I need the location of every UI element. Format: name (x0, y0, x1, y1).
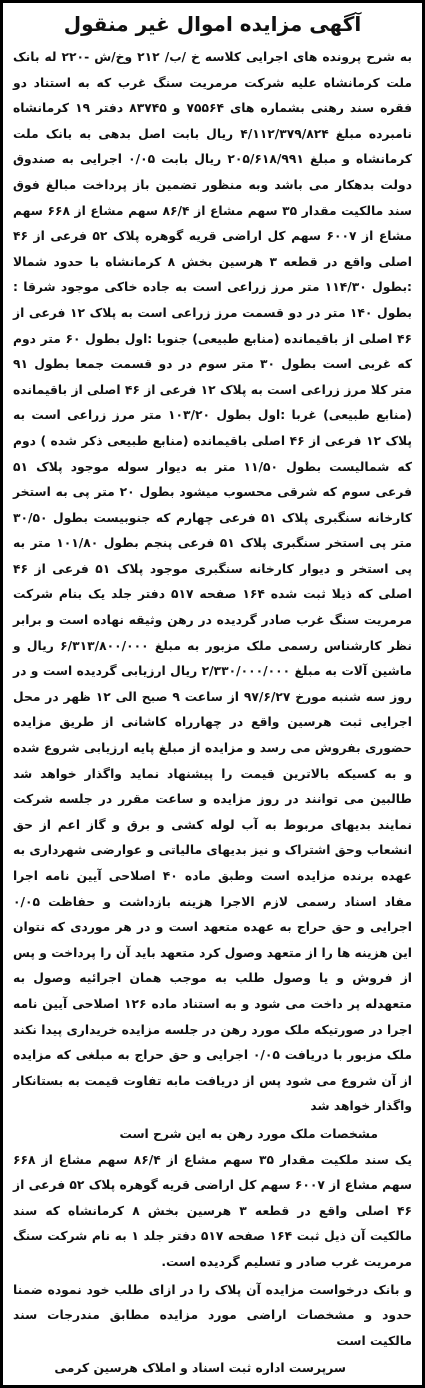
signature-line: سرپرست اداره ثبت اسناد و املاک هرسین کرمی (54, 1361, 346, 1376)
property-specs-text: یک سند ملکیت مقدار ۳۵ سهم مشاع از ۸۶/۴ سهم مشاع از ۶۶۸ سهم مشاع از ۶۰۰۷ سهم کل اراضی قریه گوهره پلاک ۵۲ فرعی از ۴۶ اصلی واقع در قطعه ۳ هرسین بخش ۸ کرمانشاه که سند مالکیت آن ذیل ثبت ۱۶۴ صفحه ۵۱۷ دفتر جلد ۱ به نام شرکت سنگ مرمریت غرب صادر و تسلیم گردیده است. (13, 1152, 413, 1269)
bank-request-text: و بانک درخواست مزایده آن پلاک را در ازای طلب خود نموده ضمنا حدود و مشخصات اراضی مورد مزایده مطابق مندرجات سند مالکیت است (13, 1282, 412, 1348)
notice-title: آگهی مزایده اموال غیر منقول (63, 12, 362, 36)
property-specs-heading: مشخصات ملک مورد رهن به این شرح است (119, 1126, 378, 1141)
notice-body: به شرح پرونده های اجرایی کلاسه خ /ب/ ۲۱۲ وخ/ش -۲۲۰ له بانک ملت کرمانشاه علیه شرکت مرمریت سنگ غرب که به استناد دو فقره سند رهنی بشماره های ۷۵۵۶۴ و ۸۳۷۴۵ دفتر ۱۹ کرمانشاه نامبرده مبلغ ۴/۱۱۲/۳۷۹/۸۲۴ ریال بابت اصل بدهی به بانک ملت کرمانشاه و مبلغ ۲۰۵/۶۱۸/۹۹۱ ریال بابت ۰/۰۵ اجرایی به صندوق دولت بدهکار می باشد وبه منظور تضمین باز پرداخت مبالغ فوق سند مالکیت مقدار ۳۵ سهم مشاع از ۸۶/۴ سهم مشاع از ۶۶۸ سهم مشاع از ۶۰۰۷ سهم کل اراضی قریه گوهره پلاک ۵۲ فرعی از ۴۶ اصلی واقع در قطعه ۳ هرسین بخش ۸ کرمانشاه با حدود شمالا :بطول ۱۱۴/۳۰ متر مرز زراعی است به جاده خاکی موجود شرقا : بطول ۱۴۰ متر در دو قسمت مرز زراعی است به پلاک ۱۲ فرعی از ۴۶ اصلی از باقیمانده (منابع طبیعی) جنوبا :اول بطول ۶۰ متر دوم که غربی است بطول ۳۰ متر سوم در دو قسمت جمعا بطول ۹۱ متر کلا مرز زراعی است به پلاک ۱۲ فرعی از ۴۶ اصلی از باقیمانده (منابع طبیعی) غربا :اول بطول ۱۰۳/۲۰ متر مرز زراعی است به پلاک ۱۲ فرعی از ۴۶ اصلی باقیمانده (منابع طبیعی ذکر شده ) دوم که شمالیست بطول ۱۱/۵۰ متر به دیوار سوله موجود پلاک ۵۱ فرعی سوم که شرقی محسوب میشود بطول ۲۰ متر پی به استخر کارخانه سنگبری پلاک ۵۱ فرعی چهارم که جنوبیست بطول ۳۰/۵۰ متر پی استخر سنگبری پلاک ۵۱ فرعی پنجم بطول ۱۰۱/۸۰ متر به پی استخر و دیوار کارخانه سنگبری موجود پلاک ۵۱ فرعی از ۴۶ اصلی که ذیلا ثبت شده ۱۶۴ صفحه ۵۱۷ دفتر جلد یک بنام شرکت مرمریت سنگ غرب صادر گردیده در رهن وثیقه نهاده است و برابر نظر کارشناس رسمی ملک مزبور به مبلغ ۶/۳۱۳/۸۰۰/۰۰۰ ریال و ماشین آلات به مبلغ ۲/۳۳۰/۰۰۰/۰۰۰ ریال ارزیابی گردیده است و در روز سه شنبه مورخ ۹۷/۶/۲۷ از ساعت ۹ صبح الی ۱۲ ظهر در محل اجرایی ثبت هرسین واقع در چهارراه کاشانی از طریق مزایده حضوری بفروش می رسد و مزایده از مبلغ پایه ارزیابی شروع شده و به کسیکه بالاترین قیمت را پیشنهاد نماید واگذار خواهد شد طالبین می توانند در روز مزایده و ساعت مقرر در جلسه شرکت نمایند بدیهای مربوط به آب لوله کشی و برق و گاز اعم از حق انشعاب وحق اشتراک و نیز بدیهای مالیاتی و عوارضی شهرداری به عهده برنده مزایده است وطبق ماده ۴۰ اصلاحی آیین نامه اجرا مفاد اسناد رسمی لازم الاجرا هزینه بازداشت و حفاظت ۰/۰۵ اجرایی و حق حراج به عهده متعهد است و در هر موردی که نتوان این هزینه ها را از متعهد وصول کرد متعهد باید آن را پرداخت و پس از فروش و یا وصول طلب به موجب همان اجرائیه وصول به متعهدله پر داخت می شود و به استناد ماده ۱۲۶ اصلاحی آیین نامه اجرا در صورتیکه ملک مورد رهن در جلسه مزایده خریداری پیدا نکند ملک مزبور با دریافت ۰/۰۵ اجرایی و حق حراج به مبلغی که مزایده از آن شروع می شود پس از دریافت مابه تفاوت قیمت به بستانکار واگذار خواهد شد (13, 50, 413, 1114)
